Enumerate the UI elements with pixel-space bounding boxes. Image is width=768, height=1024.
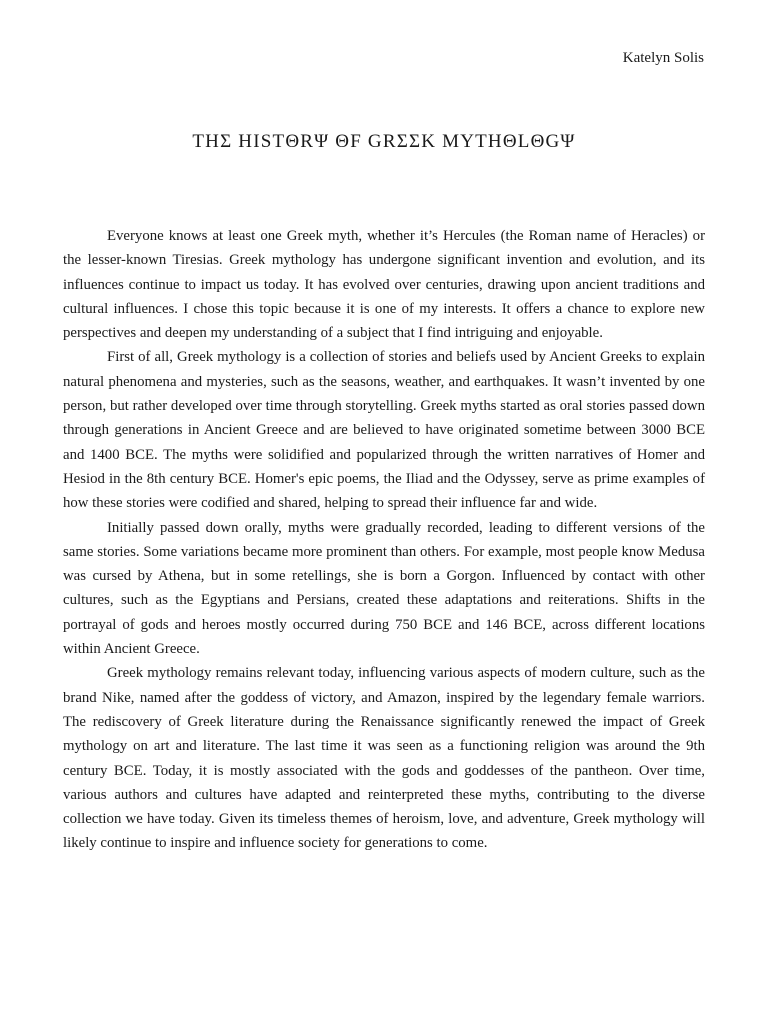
paragraph-origins: First of all, Greek mythology is a collection of stories and beliefs used by Ancient Greeks to explain natural phenomena and mysteries, such as the seasons, weather, and earthquakes. It wasn’t invented by one person, but rather developed over time through storytelling. Greek myths started as oral stories passed down through generations in Ancient Greece and are believed to have originated sometime between 3000 BCE and 1400 BCE. The myths were solidified and popularized through the written narratives of Homer and Hesiod in the 8th century BCE. Homer's epic poems, the Iliad and the Odyssey, serve as prime examples of how these stories were codified and shared, helping to spread their influence far and wide. bbox=[63, 349, 705, 512]
paragraph-variations: Initially passed down orally, myths were gradually recorded, leading to different versions of the same stories. Some variations became more prominent than others. For example, most people know Medusa was cursed by Athena, but in some retellings, she is born a Gorgon. Influenced by contact with other cultures, such as the Egyptians and Persians, created these adaptations and reiterations. Shifts in the portrayal of gods and heroes mostly occurred during 750 BCE and 146 BCE, across different locations within Ancient Greece. bbox=[63, 519, 705, 658]
paragraph-modern-relevance: Greek mythology remains relevant today, influencing various aspects of modern culture, such as the brand Nike, named after the goddess of victory, and Amazon, inspired by the legendary female warriors. The rediscovery of Greek literature during the Renaissance significantly renewed the impact of Greek mythology on art and literature. The last time it was seen as a functioning religion was around the 9th century BCE. Today, it is mostly associated with the gods and goddesses of the pantheon. Over time, various authors and cultures have adapted and reinterpreted these myths, contributing to the diverse collection we have today. Given its timeless themes of heroism, love, and adventure, Greek mythology will likely continue to inspire and influence society for generations to come. bbox=[63, 665, 705, 852]
essay-body bbox=[63, 224, 705, 856]
paragraph-intro: Everyone knows at least one Greek myth, whether it’s Hercules (the Roman name of Heracles) or the lesser-known Tiresias. Greek mythology has undergone significant invention and evolution, and its influences continue to impact us today. It has evolved over centuries, drawing upon ancient traditions and cultural influences. I chose this topic because it is one of my interests. It offers a chance to explore new perspectives and deepen my understanding of a subject that I find intriguing and enjoyable. bbox=[63, 228, 705, 342]
author-name: Katelyn Solis bbox=[622, 50, 704, 66]
page-title: THΣ HISTΘRΨ ΘF GRΣΣK MYTHΘLΘGΨ bbox=[192, 131, 576, 152]
